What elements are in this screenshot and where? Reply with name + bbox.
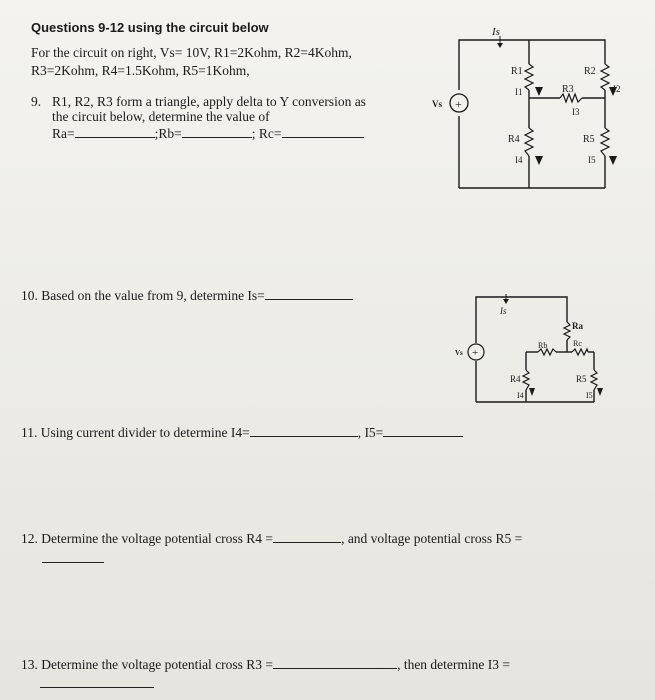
q10-label: 10. Based on the value from 9, determine Is=: [21, 288, 265, 303]
q11-label: 11. Using current divider to determine I4=: [21, 425, 250, 440]
i3-label: I3: [572, 107, 580, 117]
q12-label-rest: , and voltage potential cross R5 =: [341, 531, 523, 546]
is2-label: Is: [500, 306, 507, 316]
q9-text-line1: R1, R2, R3 form a triangle, apply delta to Y conversion as: [52, 94, 366, 109]
vs2-label: Vs: [455, 349, 463, 357]
vs-plus-sign: +: [455, 97, 462, 111]
circuit2-labels: [510, 321, 593, 400]
circuit2-wires: [476, 297, 594, 402]
vs2-plus-sign: +: [472, 347, 479, 359]
r5-label: R5: [583, 134, 595, 145]
vs-label: Vs: [432, 99, 443, 109]
q13-label: 13. Determine the voltage potential cross R3 =: [21, 657, 274, 672]
i2-label: I2: [613, 84, 621, 94]
given-values-line2: R3=2Kohm, R4=1.5Kohm, R5=1Kohm,: [31, 63, 250, 78]
rc-resistor: [572, 349, 588, 355]
q9-text-line2: the circuit below, determine the value of: [52, 109, 270, 124]
given-values-line1: For the circuit on right, Vs= 10V, R1=2Kohm, R2=4Kohm,: [31, 45, 352, 60]
r3-label: R3: [562, 84, 574, 95]
rc-label: ; Rc=: [251, 126, 282, 141]
ra-resistor: [564, 322, 570, 340]
rb-label: ;Rb=: [154, 126, 182, 141]
ra-label: Ra: [572, 321, 583, 331]
i5-label: , I5=: [357, 425, 384, 440]
i5-label: I5: [588, 155, 596, 165]
q9-number: 9.: [31, 94, 42, 109]
i4-2-label: I4: [517, 391, 524, 400]
circuit2-source: [455, 344, 484, 360]
i4-2-arrow: [529, 388, 535, 396]
i5-2-arrow: [597, 388, 603, 396]
i4-label: I4: [515, 155, 523, 165]
r4-2-resistor: [523, 370, 529, 390]
section-title: Questions 9-12 using the circuit below: [31, 20, 269, 35]
q12-label: 12. Determine the voltage potential cross R4 =: [21, 531, 274, 546]
r5-2-label: R5: [576, 374, 587, 384]
r4-label: R4: [508, 134, 520, 145]
rc-label: Rc: [573, 339, 582, 348]
r2-label: R2: [584, 66, 596, 77]
rb-label: Rb: [538, 341, 548, 350]
r5-2-resistor: [591, 370, 597, 390]
q13-label-rest: , then determine I3 =: [397, 657, 511, 672]
is-label: Is: [492, 26, 500, 38]
ra-label: Ra=: [52, 126, 75, 141]
i1-label: I1: [515, 87, 523, 97]
r1-label: R1: [511, 66, 523, 77]
r4-2-label: R4: [510, 374, 521, 384]
i5-2-label: I5: [586, 391, 593, 400]
